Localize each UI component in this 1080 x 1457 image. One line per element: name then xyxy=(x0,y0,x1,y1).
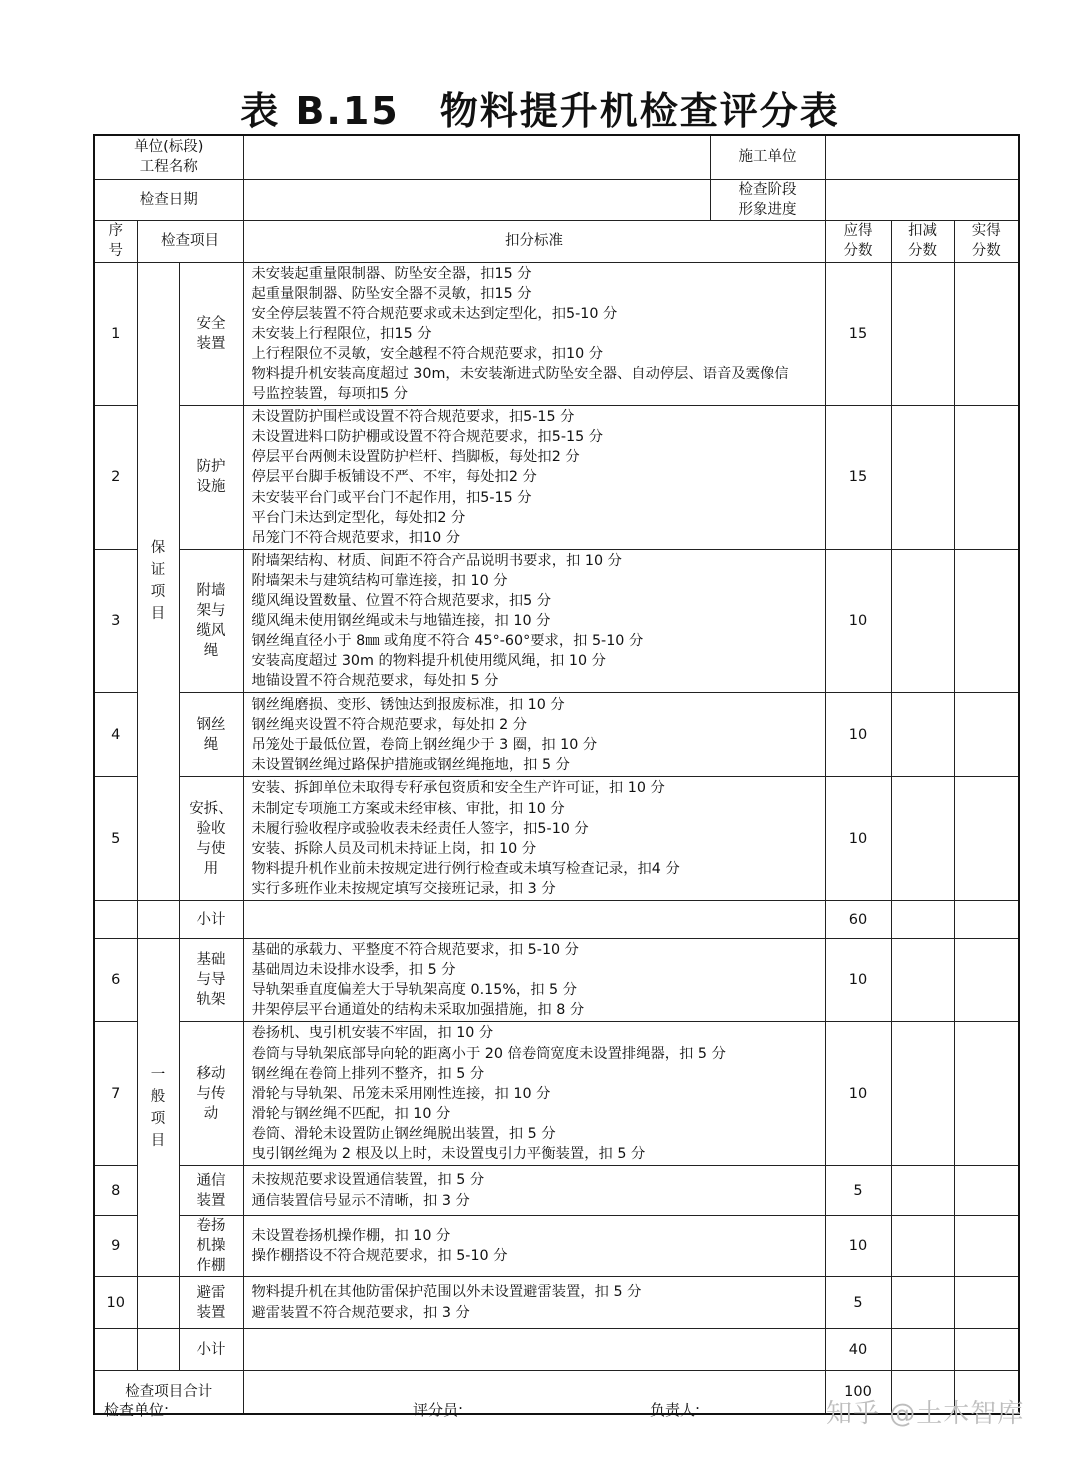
criteria-line: 安装高度超过 30m 的物料提升机使用缆风绳，扣 10 分 xyxy=(251,653,606,670)
row-deduct-score[interactable] xyxy=(891,262,954,406)
row-deduct-score[interactable] xyxy=(891,939,954,1022)
criteria-line: 未安装平台门或平台门不起作用，扣5-15 分 xyxy=(251,489,532,506)
criteria-line: 未设置卷扬机操作棚，扣 10 分 xyxy=(251,1227,451,1244)
row-should-score: 10 xyxy=(825,549,891,693)
col-item-header: 检查项目 xyxy=(137,220,243,262)
table-row xyxy=(94,1166,1019,1216)
criteria-cell xyxy=(243,1166,825,1216)
subtotal-should-score: 60 xyxy=(825,901,891,939)
criteria-line: 曳引钢丝绳为 2 根及以上时，未设置曳引力平衡装置，扣 5 分 xyxy=(251,1145,646,1162)
criteria-line: 停层平台脚手板铺设不严、不牢，每处扣2 分 xyxy=(251,469,537,486)
row-should-score: 5 xyxy=(825,1166,891,1216)
total-criteria-empty xyxy=(243,1371,825,1414)
criteria-line: 未制定专项施工方案或未经审核、审批，扣 10 分 xyxy=(251,800,565,817)
criteria-line: 井架停层平台通道处的结构未采取加强措施，扣 8 分 xyxy=(251,1002,585,1019)
row-item: 基础 与导 轨架 xyxy=(179,939,243,1022)
criteria-line: 停层平台两侧未设置防护栏杆、挡脚板，每处扣2 分 xyxy=(251,449,580,466)
row-actual-score[interactable] xyxy=(954,1216,1019,1277)
criteria-line: 物料提升机安装高度超过 30m，未安装渐进式防坠安全器、自动停层、语音及霙像信 xyxy=(251,365,789,382)
row-actual-score[interactable] xyxy=(954,262,1019,406)
row-should-score: 10 xyxy=(825,1022,891,1166)
criteria-line: 附墙架未与建筑结构可靠连接，扣 10 分 xyxy=(251,572,508,589)
row-item: 卷扬 机操 作棚 xyxy=(179,1216,243,1277)
row-seq: 8 xyxy=(94,1166,137,1216)
row-should-score: 10 xyxy=(825,693,891,777)
subtotal-group-empty xyxy=(137,1329,179,1371)
subtotal-row xyxy=(94,1329,1019,1371)
subtotal-seq-empty xyxy=(94,901,137,939)
criteria-line: 通信装置信号显示不清晰，扣 3 分 xyxy=(251,1192,470,1209)
criteria-line: 未安装上行程限位，扣15 分 xyxy=(251,325,432,342)
row-deduct-score[interactable] xyxy=(891,693,954,777)
stage-label: 检查阶段 形象进度 xyxy=(710,179,825,220)
table-row xyxy=(94,939,1019,1022)
row-deduct-score[interactable] xyxy=(891,777,954,901)
group-label: 保 证 项 目 xyxy=(137,262,179,901)
table-row xyxy=(94,693,1019,777)
row-item: 钢丝 绳 xyxy=(179,693,243,777)
row-item: 移动 与传 动 xyxy=(179,1022,243,1166)
criteria-cell xyxy=(243,406,825,550)
row-actual-score[interactable] xyxy=(954,777,1019,901)
criteria-line: 吊笼处于最低位置，卷筒上钢丝绳少于 3 圈，扣 10 分 xyxy=(251,736,598,753)
table-row xyxy=(94,262,1019,406)
criteria-line: 附墙架结构、材质、间距不符合产品说明书要求，扣 10 分 xyxy=(251,552,622,569)
row-actual-score[interactable] xyxy=(954,1022,1019,1166)
table-row xyxy=(94,406,1019,550)
criteria-cell xyxy=(243,939,825,1022)
row-item: 附墙 架与 缆风 绳 xyxy=(179,549,243,693)
subtotal-actual-score[interactable] xyxy=(954,1329,1019,1371)
criteria-line: 起重量限制器、防坠安全器不灵敏，扣15 分 xyxy=(251,285,532,302)
unit-value[interactable] xyxy=(243,135,710,179)
group-label: 一 般 项 目 xyxy=(137,939,179,1277)
row-deduct-score[interactable] xyxy=(891,406,954,550)
criteria-line: 物料提升机在其他防雷保护范围以外未设置避雷装置，扣 5 分 xyxy=(251,1284,642,1301)
subtotal-seq-empty xyxy=(94,1329,137,1371)
check-date-value[interactable] xyxy=(243,179,710,220)
row-seq: 7 xyxy=(94,1022,137,1166)
criteria-line: 安装、拆卸单位未取得专秄承包资质和安全生产许可证，扣 10 分 xyxy=(251,780,665,797)
row-actual-score[interactable] xyxy=(954,693,1019,777)
subtotal-deduct-score[interactable] xyxy=(891,901,954,939)
criteria-line: 卷筒、滑轮未设置防止钢丝绳脱出装置，扣 5 分 xyxy=(251,1125,556,1142)
subtotal-criteria-empty xyxy=(243,1329,825,1371)
row-item: 防护 设施 xyxy=(179,406,243,550)
criteria-line: 滑轮与钢丝绳不匹配，扣 10 分 xyxy=(251,1105,451,1122)
row-deduct-score[interactable] xyxy=(891,1216,954,1277)
row-seq: 4 xyxy=(94,693,137,777)
check-date-label: 检查日期 xyxy=(94,179,243,220)
criteria-line: 未履行验收程序或验收表未经责任人签字，扣5-10 分 xyxy=(251,820,589,837)
criteria-line: 操作棚搭设不符合规范要求，扣 5-10 分 xyxy=(251,1248,508,1265)
criteria-line: 卷扬机、曳引机安装不牢固，扣 10 分 xyxy=(251,1025,494,1042)
table-row xyxy=(94,1022,1019,1166)
criteria-line: 未设置防护围栏或设置不符合规范要求，扣5-15 分 xyxy=(251,409,575,426)
criteria-cell xyxy=(243,777,825,901)
row-item: 避雷 装置 xyxy=(179,1277,243,1329)
criteria-line: 卷筒与导轨架底部导向轮的距离小于 20 倍卷筒宽度未设置排绳器，扣 5 分 xyxy=(251,1045,726,1062)
criteria-line: 基础周边未设排水设季，扣 5 分 xyxy=(251,962,456,979)
subtotal-deduct-score[interactable] xyxy=(891,1329,954,1371)
row-should-score: 10 xyxy=(825,777,891,901)
subtotal-label: 小计 xyxy=(179,1329,243,1371)
criteria-line: 未设置进料口防护棚或设置不符合规范要求，扣5-15 分 xyxy=(251,429,604,446)
total-label: 检查项目合计 xyxy=(94,1371,243,1414)
row-should-score: 10 xyxy=(825,939,891,1022)
criteria-cell xyxy=(243,262,825,406)
row-seq: 5 xyxy=(94,777,137,901)
page-title: 表 B.15 物料提升机检查评分表 xyxy=(240,89,840,133)
row-deduct-score[interactable] xyxy=(891,549,954,693)
subtotal-criteria-empty xyxy=(243,901,825,939)
criteria-cell xyxy=(243,1216,825,1277)
criteria-line: 地锚设置不符合规范要求，每处扣 5 分 xyxy=(251,673,499,690)
row-should-score: 10 xyxy=(825,1216,891,1277)
table-row xyxy=(94,1216,1019,1277)
footer-check-unit: 检查单位: xyxy=(104,1401,170,1419)
criteria-line: 未设置钢丝绳过路保护措施或钢丝绳拖地，扣 5 分 xyxy=(251,757,570,774)
col-criteria-header: 扣分标准 xyxy=(243,220,825,262)
row-should-score: 15 xyxy=(825,262,891,406)
criteria-line: 未按规范要求设置通信装置，扣 5 分 xyxy=(251,1172,485,1189)
row-seq: 6 xyxy=(94,939,137,1022)
row-actual-score[interactable] xyxy=(954,1277,1019,1329)
criteria-cell xyxy=(243,1022,825,1166)
subtotal-actual-score[interactable] xyxy=(954,901,1019,939)
criteria-line: 安装、拆除人员及司机未持证上岗，扣 10 分 xyxy=(251,840,537,857)
subtotal-group-empty xyxy=(137,901,179,939)
row-seq: 10 xyxy=(94,1277,137,1329)
row-seq: 2 xyxy=(94,406,137,550)
criteria-line: 实行多班作业未按规定填写交接班记录，扣 3 分 xyxy=(251,880,556,897)
row-seq: 3 xyxy=(94,549,137,693)
criteria-line: 钢丝绳直径小于 8㎜ 或角度不符合 45°-60°要求，扣 5-10 分 xyxy=(251,633,644,650)
criteria-line: 钢丝绳磨损、变形、锈蚀达到报废标准，扣 10 分 xyxy=(251,696,565,713)
col-deduct-header: 扣减 分数 xyxy=(891,220,954,262)
criteria-cell xyxy=(243,1277,825,1329)
criteria-line: 物料提升机作业前未按规定进行例行检查或未填写检查记录，扣4 分 xyxy=(251,860,680,877)
criteria-line: 平台门未达到定型化，每处扣2 分 xyxy=(251,509,466,526)
table-row xyxy=(94,1277,1019,1329)
row-deduct-score[interactable] xyxy=(891,1166,954,1216)
criteria-line: 导轨架垂直度偏差大于导轨架高度 0.15%，扣 5 分 xyxy=(251,982,577,999)
table-row xyxy=(94,777,1019,901)
criteria-line: 号监控装置，每项扣5 分 xyxy=(251,386,409,403)
construction-unit-value[interactable] xyxy=(825,135,1019,179)
criteria-line: 未安装起重量限制器、防坠安全器，扣15 分 xyxy=(251,265,532,282)
criteria-line: 钢丝绳在卷筒上排列不整齐，扣 5 分 xyxy=(251,1065,485,1082)
criteria-line: 上行程限位不灵敏，安全越程不符合规范要求，扣10 分 xyxy=(251,345,604,362)
criteria-line: 缆风绳设置数量、位置不符合规范要求，扣5 分 xyxy=(251,593,552,609)
row-should-score: 15 xyxy=(825,406,891,550)
footer-responsible: 负责人: xyxy=(650,1401,701,1419)
col-seq-header: 序 号 xyxy=(94,220,137,262)
row-should-score: 5 xyxy=(825,1277,891,1329)
row-actual-score[interactable] xyxy=(954,549,1019,693)
col-should-header: 应得 分数 xyxy=(825,220,891,262)
row-item: 安全 装置 xyxy=(179,262,243,406)
total-should-score: 100 xyxy=(825,1371,891,1414)
row-actual-score[interactable] xyxy=(954,406,1019,550)
stage-value[interactable] xyxy=(825,179,1019,220)
footer-rater: 评分员: xyxy=(413,1401,464,1419)
criteria-line: 吊笼门不符合规范要求，扣10 分 xyxy=(251,529,461,546)
subtotal-should-score: 40 xyxy=(825,1329,891,1371)
criteria-line: 钢丝绳夹设置不符合规范要求，每处扣 2 分 xyxy=(251,716,528,733)
construction-unit-label: 施工单位 xyxy=(710,135,825,179)
row-seq: 9 xyxy=(94,1216,137,1277)
criteria-cell xyxy=(243,693,825,777)
subtotal-label: 小计 xyxy=(179,901,243,939)
criteria-line: 缆风绳未使用钢丝绳或未与地锚连接，扣 10 分 xyxy=(251,613,551,630)
row-actual-score[interactable] xyxy=(954,939,1019,1022)
group-empty xyxy=(137,1277,179,1329)
row-actual-score[interactable] xyxy=(954,1166,1019,1216)
row-deduct-score[interactable] xyxy=(891,1277,954,1329)
table-row xyxy=(94,549,1019,693)
criteria-line: 避雷装置不符合规范要求，扣 3 分 xyxy=(251,1304,470,1321)
watermark: 知乎 @土木智库 xyxy=(826,1399,1025,1429)
criteria-cell xyxy=(243,549,825,693)
row-seq: 1 xyxy=(94,262,137,406)
criteria-line: 安全停层装置不符合规范要求或未达到定型化，扣5-10 分 xyxy=(251,305,618,322)
col-actual-header: 实得 分数 xyxy=(954,220,1019,262)
criteria-line: 滑轮与导轨架、吊笼未采用刚性连接，扣 10 分 xyxy=(251,1085,551,1102)
inspection-score-table xyxy=(93,134,1020,1415)
criteria-line: 基础的承载力、平整度不符合规范要求，扣 5-10 分 xyxy=(251,942,579,959)
unit-label: 单位(标段) 工程名称 xyxy=(94,135,243,179)
row-item: 通信 装置 xyxy=(179,1166,243,1216)
row-deduct-score[interactable] xyxy=(891,1022,954,1166)
row-item: 安拆、 验收 与使 用 xyxy=(179,777,243,901)
subtotal-row xyxy=(94,901,1019,939)
